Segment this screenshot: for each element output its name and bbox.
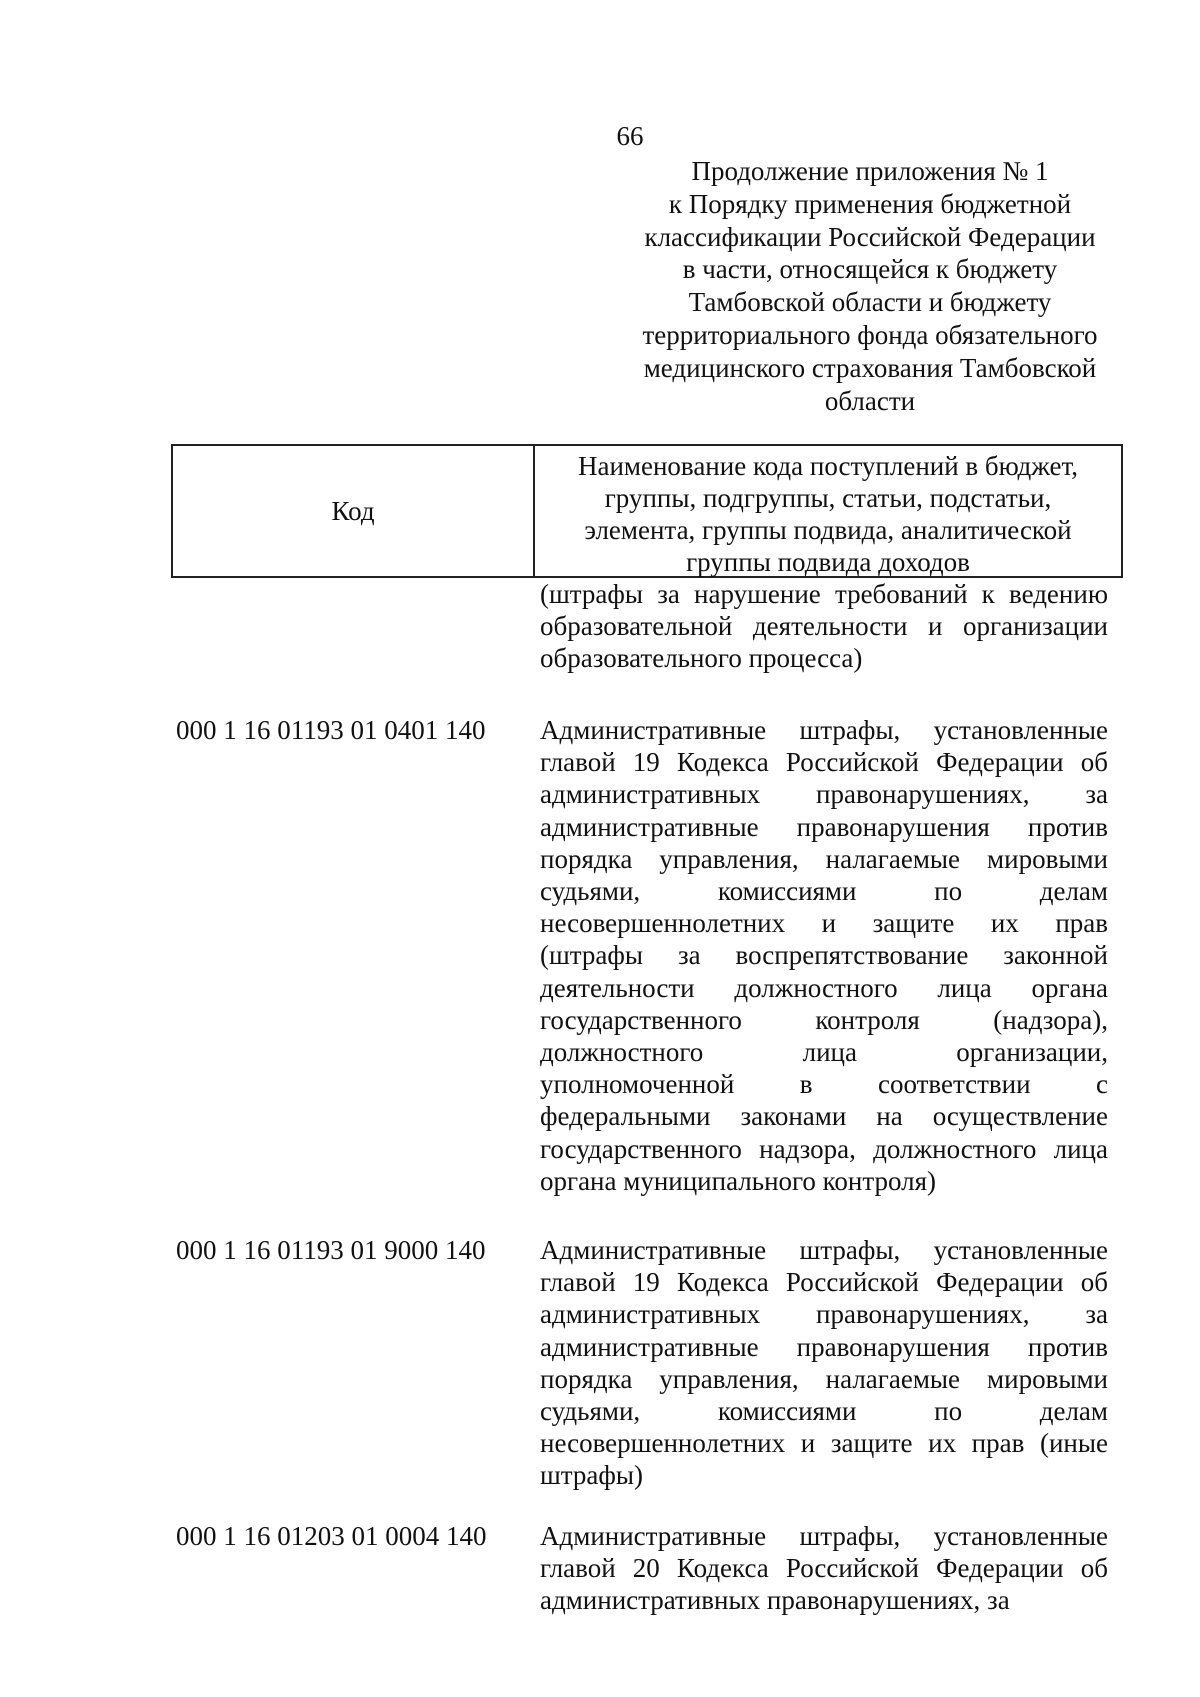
description-line: административных правонарушениях, за bbox=[540, 779, 1108, 810]
appendix-header bbox=[600, 155, 1140, 417]
description-line: порядка управления, налагаемые мировыми bbox=[540, 1363, 1108, 1394]
code-column-header: Код bbox=[173, 446, 535, 576]
description-line: (штрафы за воспрепятствование законной bbox=[540, 940, 1108, 971]
description-line: административные правонарушения против bbox=[540, 1331, 1108, 1362]
description-line: государственного контроля (надзора), bbox=[540, 1004, 1108, 1035]
description-line: Административные штрафы, установленные bbox=[540, 1235, 1108, 1265]
description-line: судьями, комиссиями по делам bbox=[540, 1396, 1108, 1427]
description-line: несовершеннолетних и защите их прав bbox=[540, 908, 1108, 939]
appendix-header-line: классификации Российской Федерации bbox=[644, 221, 1096, 252]
description-line: уполномоченной в соответствии с bbox=[540, 1069, 1108, 1100]
description-line: несовершеннолетних и защите их прав (иные bbox=[540, 1428, 1108, 1459]
appendix-header-line: области bbox=[824, 385, 916, 416]
description-line: главой 19 Кодекса Российской Федерации об bbox=[540, 747, 1108, 778]
name-column-header bbox=[535, 446, 1121, 576]
appendix-header-line: в части, относящейся к бюджету bbox=[682, 254, 1058, 285]
description-line: судьями, комиссиями по делам bbox=[540, 876, 1108, 907]
income-description bbox=[540, 714, 1108, 1197]
name-header-line: элемента, группы подвида, аналитической bbox=[584, 515, 1072, 545]
description-line: административных правонарушениях, за bbox=[540, 1585, 1010, 1616]
description-line: образовательного процесса) bbox=[540, 643, 863, 674]
description-line: федеральными законами на осуществление bbox=[540, 1101, 1108, 1132]
name-header-line: группы, подгруппы, статьи, подстатьи, bbox=[604, 483, 1052, 513]
description-line: органа муниципального контроля) bbox=[540, 1165, 937, 1196]
appendix-header-line: территориального фонда обязательного bbox=[642, 319, 1098, 350]
income-code: 000 1 16 01203 01 0004 140 bbox=[176, 1521, 487, 1551]
income-code: 000 1 16 01193 01 9000 140 bbox=[176, 1235, 486, 1265]
income-description bbox=[540, 1520, 1108, 1617]
income-description bbox=[540, 578, 1108, 675]
table-header bbox=[171, 444, 1123, 578]
page-number: 66 bbox=[616, 121, 644, 151]
appendix-header-line: к Порядку применения бюджетной bbox=[668, 188, 1072, 219]
description-line: административные правонарушения против bbox=[540, 811, 1108, 842]
name-header-line: группы подвида доходов bbox=[686, 547, 970, 577]
description-line: штрафы) bbox=[540, 1460, 644, 1491]
appendix-header-line: медицинского страхования Тамбовской bbox=[643, 352, 1097, 383]
name-header-line: Наименование кода поступлений в бюджет, bbox=[577, 451, 1079, 481]
description-line: должностного лица организации, bbox=[540, 1037, 1108, 1068]
appendix-header-line: Продолжение приложения № 1 bbox=[691, 156, 1049, 186]
description-line: (штрафы за нарушение требований к ведению bbox=[540, 579, 1108, 609]
description-line: порядка управления, налагаемые мировыми bbox=[540, 843, 1108, 874]
description-line: государственного надзора, должностного лица bbox=[540, 1133, 1108, 1164]
description-line: Административные штрафы, установленные bbox=[540, 715, 1108, 745]
description-line: деятельности должностного лица органа bbox=[540, 972, 1108, 1003]
description-line: Административные штрафы, установленные bbox=[540, 1521, 1108, 1551]
income-description bbox=[540, 1234, 1108, 1492]
description-line: главой 20 Кодекса Российской Федерации об bbox=[540, 1553, 1108, 1584]
appendix-header-line: Тамбовской области и бюджету bbox=[688, 287, 1052, 318]
description-line: образовательной деятельности и организации bbox=[540, 611, 1108, 642]
description-line: административных правонарушениях, за bbox=[540, 1299, 1108, 1330]
description-line: главой 19 Кодекса Российской Федерации об bbox=[540, 1267, 1108, 1298]
income-code: 000 1 16 01193 01 0401 140 bbox=[176, 715, 486, 745]
